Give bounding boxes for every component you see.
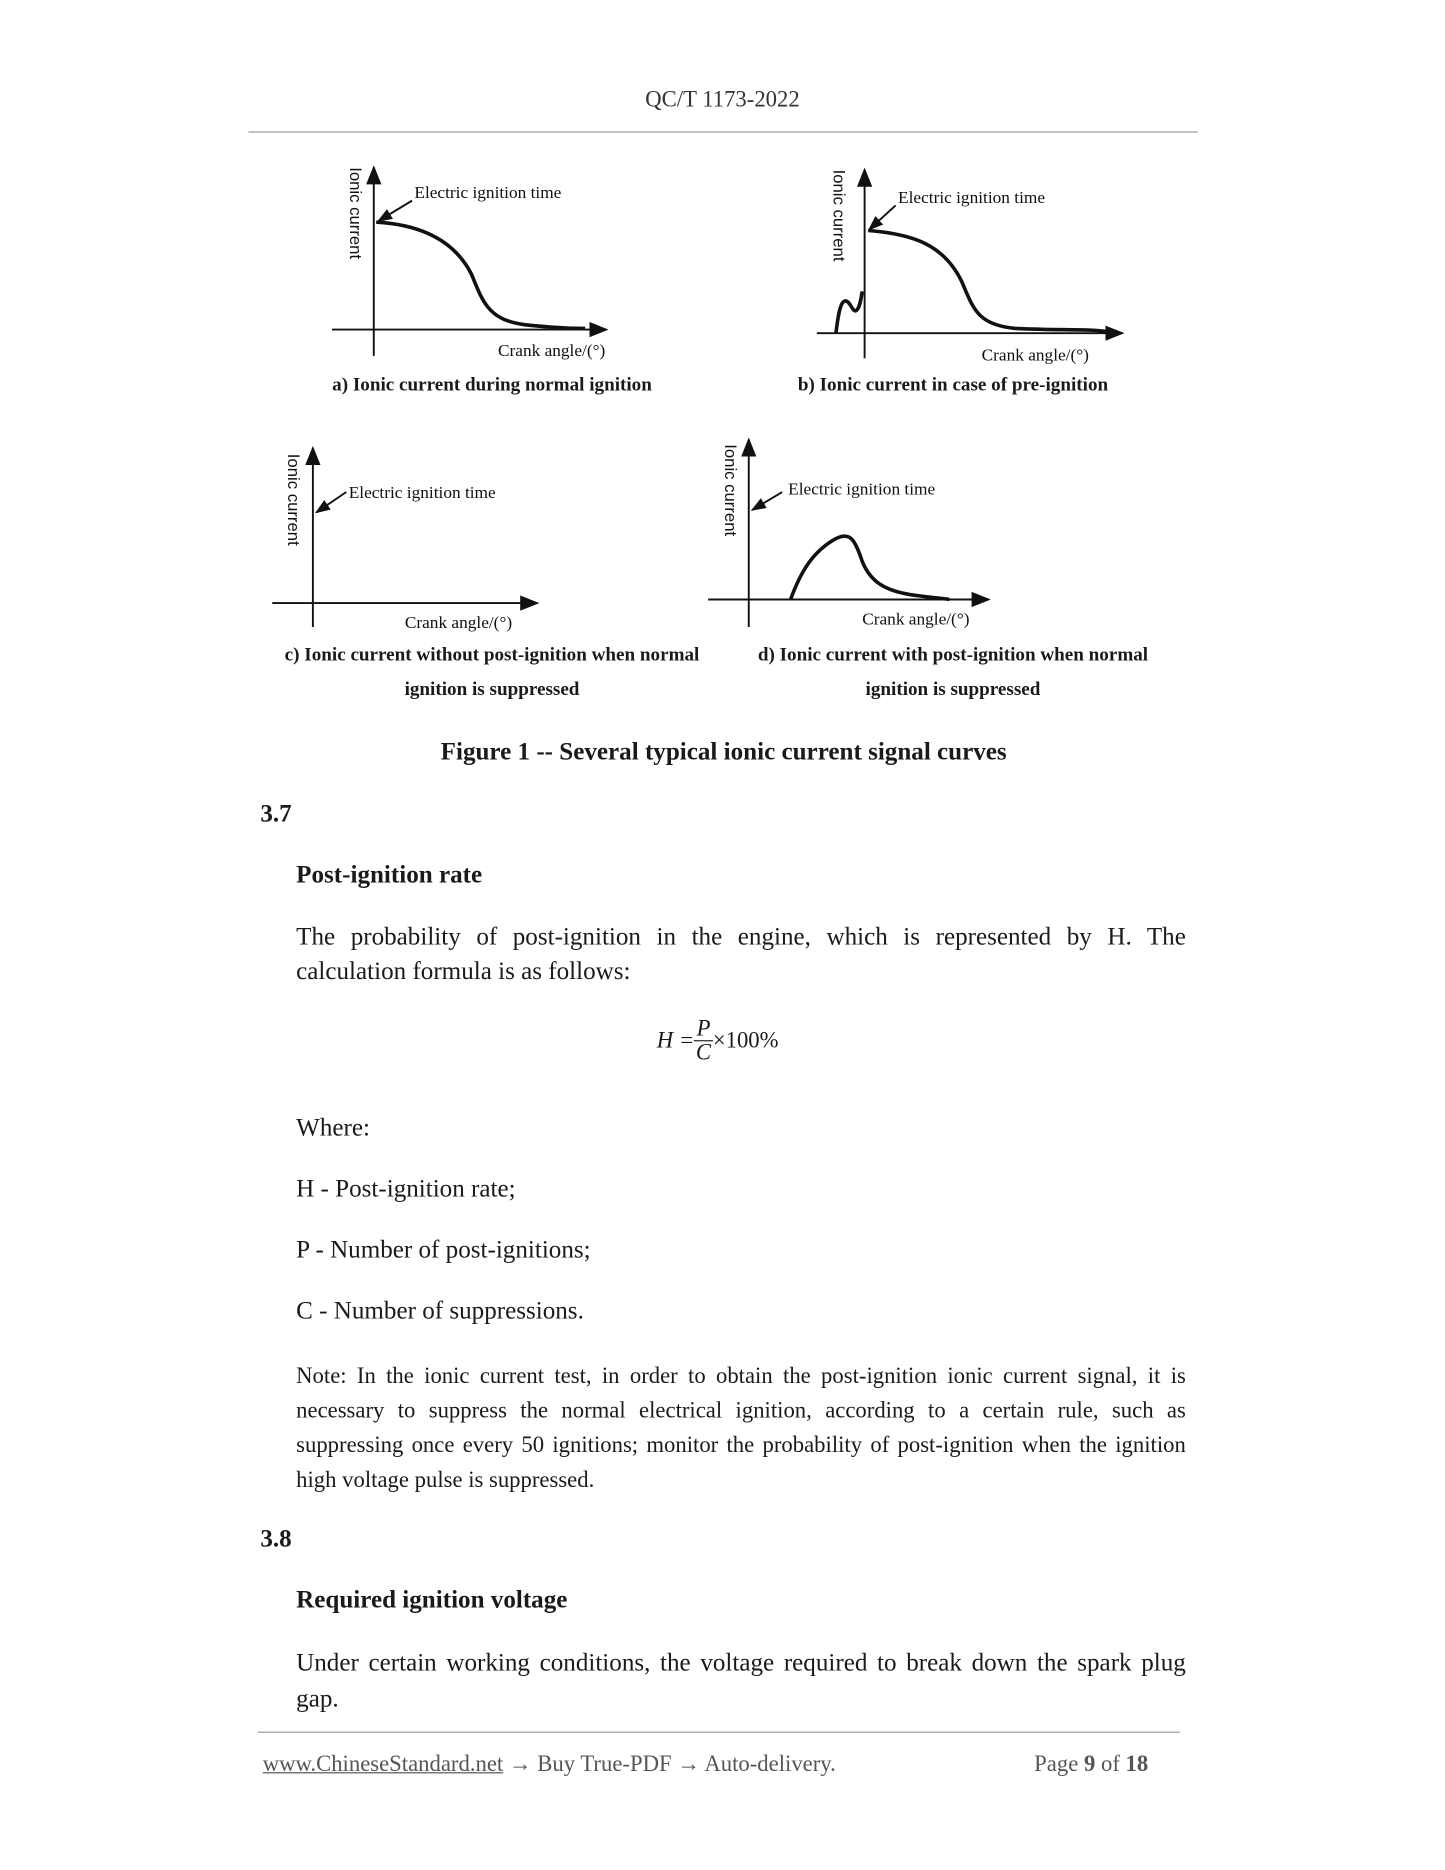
- section-3-7-title: Post-ignition rate: [296, 859, 483, 889]
- section-3-7-number: 3.7: [260, 798, 292, 828]
- where-label: Where:: [296, 1112, 370, 1142]
- definition-h: H - Post-ignition rate;: [296, 1173, 516, 1203]
- panel-d-annotation: Electric ignition time: [788, 479, 936, 499]
- header-doc-code: QC/T 1173-2022: [645, 87, 800, 113]
- panel-a-annotation: Electric ignition time: [414, 183, 562, 203]
- panel-d-annotation-arrow: [752, 492, 782, 510]
- section-3-8-title: Required ignition voltage: [296, 1584, 568, 1614]
- footer-delivery: Auto-delivery.: [704, 1751, 836, 1777]
- formula-lhs: H =: [656, 1028, 695, 1054]
- footer-site-link[interactable]: www.ChineseStandard.net: [262, 1751, 504, 1777]
- panel-c-axes: [272, 448, 537, 627]
- current-page: 9: [1083, 1751, 1096, 1777]
- panel-b-preignition-bump: [836, 291, 862, 333]
- section-3-7-text: The probability of post-ignition in the engine, which is represented by H. The calculation formula is as follows:: [296, 921, 1186, 986]
- figure-1-curves: [0, 0, 1445, 717]
- panel-b-y-label: Ionic current: [829, 169, 849, 262]
- formula-rhs: ×100%: [712, 1028, 779, 1054]
- panel-d-postignition-curve: [791, 536, 950, 599]
- formula-numerator: P: [694, 1017, 713, 1041]
- panel-d-x-label: Crank angle/(°): [862, 609, 970, 629]
- formula: [657, 1017, 779, 1064]
- panel-b-annotation-arrow: [869, 205, 895, 229]
- panel-b-curve: [868, 230, 1110, 332]
- panel-a-caption: a) Ionic current during normal ignition: [332, 374, 652, 396]
- total-pages: 18: [1125, 1751, 1149, 1777]
- footer-left: [263, 1753, 836, 1776]
- panel-d-y-label: Ionic current: [720, 444, 740, 537]
- of-word: of: [1100, 1751, 1120, 1777]
- panel-c-y-label: Ionic current: [283, 453, 303, 546]
- panel-a-x-label: Crank angle/(°): [497, 340, 606, 360]
- panel-a-y-label: Ionic current: [345, 167, 365, 260]
- panel-c-caption-line2: ignition is suppressed: [404, 679, 580, 700]
- definition-c: C - Number of suppressions.: [296, 1295, 584, 1325]
- footer-rule: [258, 1732, 1180, 1733]
- arrow-right-icon: →: [508, 1751, 532, 1777]
- panel-c-annotation: Electric ignition time: [348, 482, 496, 502]
- panel-b-x-label: Crank angle/(°): [981, 345, 1089, 365]
- arrow-right-icon: →: [677, 1751, 700, 1777]
- panel-c-annotation-arrow: [316, 492, 346, 512]
- panel-c-caption-line1: c) Ionic current without post-ignition when normal: [284, 644, 700, 666]
- section-3-8-number: 3.8: [260, 1523, 292, 1553]
- footer-page-number: [1034, 1753, 1148, 1776]
- panel-a-curve: [376, 222, 585, 328]
- definition-p: P - Number of post-ignitions;: [296, 1234, 591, 1264]
- panel-a-annotation-arrow: [379, 201, 412, 221]
- panel-b-caption: b) Ionic current in case of pre-ignition: [797, 374, 1109, 396]
- panel-c-x-label: Crank angle/(°): [404, 613, 513, 633]
- panel-d-caption-line1: d) Ionic current with post-ignition when normal: [757, 644, 1149, 666]
- figure-title: Figure 1 -- Several typical ionic current signal curves: [440, 736, 1007, 766]
- section-3-8-text: Under certain working conditions, the voltage required to break down the spark plug gap.: [296, 1647, 1186, 1713]
- panel-d-caption-line2: ignition is suppressed: [865, 679, 1041, 700]
- panel-b-annotation: Electric ignition time: [898, 188, 1046, 208]
- page-word: Page: [1034, 1751, 1079, 1777]
- formula-denominator: C: [695, 1040, 712, 1066]
- footer-buy: Buy True-PDF: [537, 1751, 672, 1777]
- section-3-7-note: Note: In the ionic current test, in order to obtain the post-ignition ionic current signal, it is necessary to suppress the normal electrical ignition, according to a certain rule, such as suppressing once every 50 ignitions; monitor the probability of post-ignition when the ignition high voltage pulse is suppressed.: [296, 1363, 1186, 1493]
